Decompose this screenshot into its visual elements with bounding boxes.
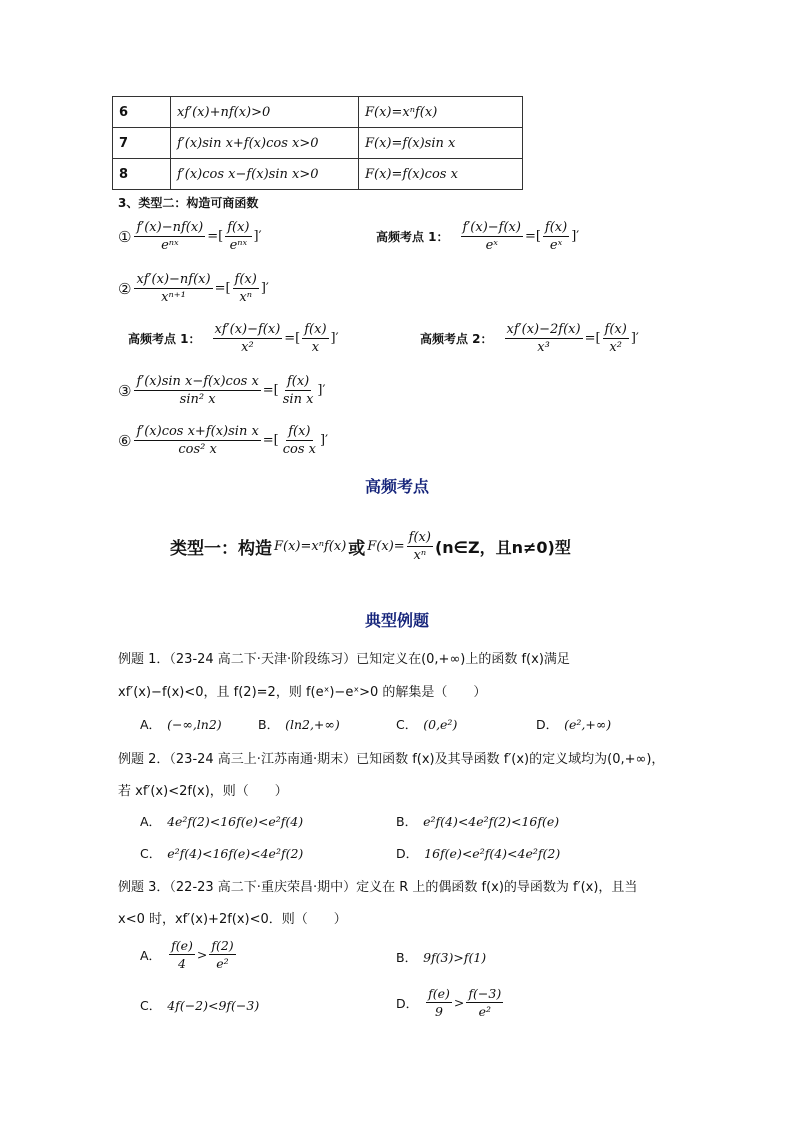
numerator: f(x) bbox=[288, 424, 311, 439]
section-title: 3、类型二：构造可商函数 bbox=[118, 196, 259, 210]
option-text: (ln2,+∞) bbox=[285, 716, 340, 732]
fraction-left bbox=[134, 220, 205, 253]
option-label: B． bbox=[396, 814, 418, 829]
table-row bbox=[113, 128, 523, 159]
condition-cell: xf′(x)+nf(x)>0 bbox=[171, 97, 359, 128]
operator: > bbox=[453, 995, 465, 1010]
formula-item-3: ③ $\frac{\text{f′(x)sin x−f(x)cos x}}{\text{sin² x}}$ =[ $\frac{f(x)}{\text{sin x}}$ ]′ bbox=[118, 374, 326, 407]
fraction-left bbox=[461, 220, 523, 253]
denominator: x³ bbox=[537, 340, 550, 355]
denominator: eˣ bbox=[549, 238, 563, 253]
numerator: xf′(x)−f(x) bbox=[214, 322, 281, 337]
numerator: f(e) bbox=[171, 938, 193, 953]
denominator: e² bbox=[216, 956, 229, 971]
condition-cell: f′(x)sin x+f(x)cos x>0 bbox=[171, 128, 359, 159]
numerator: xf′(x)−2f(x) bbox=[506, 322, 581, 337]
function-cell: F(x)=f(x)cos x bbox=[359, 159, 523, 190]
denominator: cos² x bbox=[178, 442, 217, 457]
marker: ⑥ bbox=[118, 431, 132, 450]
denominator: eⁿˣ bbox=[229, 238, 248, 253]
option-label: B． bbox=[396, 950, 418, 965]
option-text: e²f(4)<4e²f(2)<16f(e) bbox=[423, 813, 560, 829]
fraction-right bbox=[281, 374, 316, 407]
marker: ② bbox=[118, 279, 132, 298]
option-text: (−∞,ln2) bbox=[167, 716, 222, 732]
row-number: 8 bbox=[113, 159, 171, 190]
denominator: sin x bbox=[282, 392, 314, 407]
option-text: 4e²f(2)<16f(e)<e²f(4) bbox=[167, 813, 304, 829]
example-1-option-b[interactable] bbox=[258, 715, 340, 733]
fraction-left bbox=[213, 322, 283, 355]
row-number: 7 bbox=[113, 128, 171, 159]
formula-item-1: ① $\frac{f'(x)-nf(x)}{\text{eⁿˣ}}$ =[ $\frac{f(x)}{\text{eⁿˣ}}$ ]′ bbox=[118, 220, 262, 253]
fraction-right bbox=[225, 220, 251, 253]
example-2-option-b[interactable] bbox=[396, 812, 559, 830]
denominator: e² bbox=[478, 1004, 492, 1019]
fraction-right bbox=[209, 938, 235, 971]
numerator: f(−3) bbox=[468, 986, 502, 1001]
option-text: (e²,+∞) bbox=[564, 716, 612, 732]
or-text: 或 bbox=[348, 539, 366, 559]
option-text: e²f(4)<16f(e)<4e²f(2) bbox=[167, 845, 304, 861]
numerator: f(x) bbox=[304, 322, 327, 337]
example-1-option-d[interactable] bbox=[536, 715, 611, 733]
example-2-option-a[interactable] bbox=[140, 812, 303, 830]
denominator: x² bbox=[241, 340, 254, 355]
fraction-right bbox=[466, 986, 503, 1019]
formula-1: F(x)=xⁿf(x) bbox=[274, 539, 347, 554]
option-label: A． bbox=[140, 814, 162, 829]
option-text: 9f(3)>f(1) bbox=[423, 949, 487, 965]
heading-high-frequency: 高频考点 bbox=[364, 477, 429, 496]
denominator: xⁿ⁺¹ bbox=[161, 290, 186, 305]
marker: ① bbox=[118, 227, 132, 246]
numerator: xf′(x)−nf(x) bbox=[136, 272, 211, 287]
condition-cell: f′(x)cos x−f(x)sin x>0 bbox=[171, 159, 359, 190]
fraction-right bbox=[302, 322, 328, 355]
label: 高频考点 1： bbox=[128, 332, 201, 346]
denominator: xⁿ bbox=[413, 548, 427, 563]
example-1-line-2: xf′(x)−f(x)<0，且 f(2)=2，则 f(eˣ)−eˣ>0 的解集是（ ） bbox=[118, 685, 487, 700]
example-1-option-c[interactable] bbox=[396, 715, 457, 733]
numerator: f′(x)−nf(x) bbox=[136, 220, 204, 235]
formula-item-6: ⑥ $\frac{\text{f′(x)cos x+f(x)sin x}}{\text{cos² x}}$ =[ $\frac{f(x)}{\text{cos x}}$ ]′ bbox=[118, 424, 329, 457]
numerator: f′(x)cos x+f(x)sin x bbox=[136, 424, 259, 439]
high-freq-point-1a: 高频考点 1： $\frac{f'(x)-f(x)}{\text{eˣ}}$ =[ $\frac{f(x)}{\text{eˣ}}$ ]′ bbox=[376, 220, 580, 253]
numerator: f(x) bbox=[227, 220, 250, 235]
fraction-left bbox=[134, 272, 212, 305]
fraction-left bbox=[134, 374, 260, 407]
function-cell: F(x)=f(x)sin x bbox=[359, 128, 523, 159]
fraction-left bbox=[169, 938, 195, 971]
example-2-line-1: 例题 2．（23-24 高三上·江苏南通·期末）已知函数 f(x)及其导函数 f′(x)的定义域均为(0,+∞)， bbox=[118, 752, 665, 767]
formula-item-2: ② $\frac{xf'(x)-nf(x)}{\text{xⁿ⁺¹}}$ =[ $\frac{f(x)}{\text{xⁿ}}$ ]′ bbox=[118, 272, 269, 305]
fraction-left bbox=[426, 986, 452, 1019]
numerator: f(x) bbox=[234, 272, 257, 287]
formula-2-fraction bbox=[407, 530, 433, 563]
denominator: eˣ bbox=[485, 238, 498, 253]
table-row bbox=[113, 97, 523, 128]
option-text: (0,e²) bbox=[423, 716, 458, 732]
example-1-line-1: 例题 1．（23-24 高二下·天津·阶段练习）已知定义在(0,+∞)上的函数 f(x)满足 bbox=[118, 652, 570, 667]
denominator: 4 bbox=[177, 956, 186, 971]
label: 高频考点 1： bbox=[376, 230, 449, 244]
example-2-option-d[interactable] bbox=[396, 844, 560, 862]
denominator: x² bbox=[609, 340, 622, 355]
numerator: f(x) bbox=[286, 374, 310, 389]
option-text: 16f(e)<e²f(4)<4e²f(2) bbox=[424, 845, 561, 861]
formula-2-lhs: F(x)= bbox=[367, 539, 405, 554]
numerator: f(e) bbox=[428, 986, 450, 1001]
option-label: C． bbox=[396, 717, 418, 732]
example-3-option-c[interactable] bbox=[140, 996, 259, 1014]
function-cell: F(x)=xⁿf(x) bbox=[359, 97, 523, 128]
option-label: D． bbox=[396, 846, 419, 861]
type-one-heading bbox=[170, 530, 571, 563]
operator: > bbox=[196, 947, 208, 962]
option-label: A． bbox=[140, 717, 162, 732]
fraction-right bbox=[543, 220, 569, 253]
numerator: f′(x)−f(x) bbox=[462, 220, 521, 235]
high-freq-point-2: 高频考点 2： $\frac{xf'(x)-2f(x)}{\text{x³}}$ =[ $\frac{f(x)}{\text{x²}}$ ]′ bbox=[420, 322, 639, 355]
numerator: f(2) bbox=[211, 938, 234, 953]
label: 高频考点 2： bbox=[420, 332, 493, 346]
prefix: 类型一：构造 bbox=[170, 539, 272, 559]
example-3-option-d[interactable] bbox=[396, 986, 505, 1019]
construction-table bbox=[112, 96, 523, 190]
fraction-right bbox=[603, 322, 629, 355]
row-number: 6 bbox=[113, 97, 171, 128]
table-row bbox=[113, 159, 523, 190]
denominator: cos x bbox=[282, 442, 316, 457]
fraction-right bbox=[233, 272, 259, 305]
example-3-line-2: x<0 时，xf′(x)+2f(x)<0．则（ ） bbox=[118, 912, 347, 927]
high-freq-point-1b: 高频考点 1： $\frac{xf'(x)-f(x)}{\text{x²}}$ =[ $\frac{f(x)}{x}$ ]′ bbox=[128, 322, 339, 355]
fraction-left bbox=[505, 322, 583, 355]
denominator: x bbox=[311, 340, 320, 355]
numerator: f′(x)sin x−f(x)cos x bbox=[136, 374, 259, 389]
option-label: D． bbox=[536, 717, 559, 732]
option-label: C． bbox=[140, 846, 162, 861]
example-2-option-c[interactable] bbox=[140, 844, 303, 862]
numerator: f(x) bbox=[604, 322, 627, 337]
example-3-option-b[interactable] bbox=[396, 948, 486, 966]
numerator: f(x) bbox=[544, 220, 568, 235]
denominator: 9 bbox=[435, 1004, 443, 1019]
example-1-option-a[interactable] bbox=[140, 715, 222, 733]
option-label: D． bbox=[396, 995, 419, 1011]
denominator: sin² x bbox=[179, 392, 216, 407]
option-label: C． bbox=[140, 998, 162, 1013]
example-3-option-a[interactable] bbox=[140, 938, 238, 971]
denominator: eⁿˣ bbox=[161, 238, 179, 253]
option-label: B． bbox=[258, 717, 280, 732]
fraction-right bbox=[281, 424, 318, 457]
denominator: xⁿ bbox=[239, 290, 252, 305]
option-label: A． bbox=[140, 947, 162, 963]
example-2-line-2: 若 xf′(x)<2f(x)，则（ ） bbox=[118, 784, 288, 799]
fraction-left bbox=[134, 424, 260, 457]
marker: ③ bbox=[118, 381, 132, 400]
condition: (n∈Z，且n≠0)型 bbox=[434, 538, 571, 557]
example-3-line-1: 例题 3．（22-23 高二下·重庆荣昌·期中）定义在 R 上的偶函数 f(x)的导函数为 f′(x)，且当 bbox=[118, 880, 638, 895]
option-text: 4f(−2)<9f(−3) bbox=[167, 997, 260, 1013]
numerator: f(x) bbox=[408, 530, 431, 545]
heading-examples: 典型例题 bbox=[364, 611, 429, 630]
